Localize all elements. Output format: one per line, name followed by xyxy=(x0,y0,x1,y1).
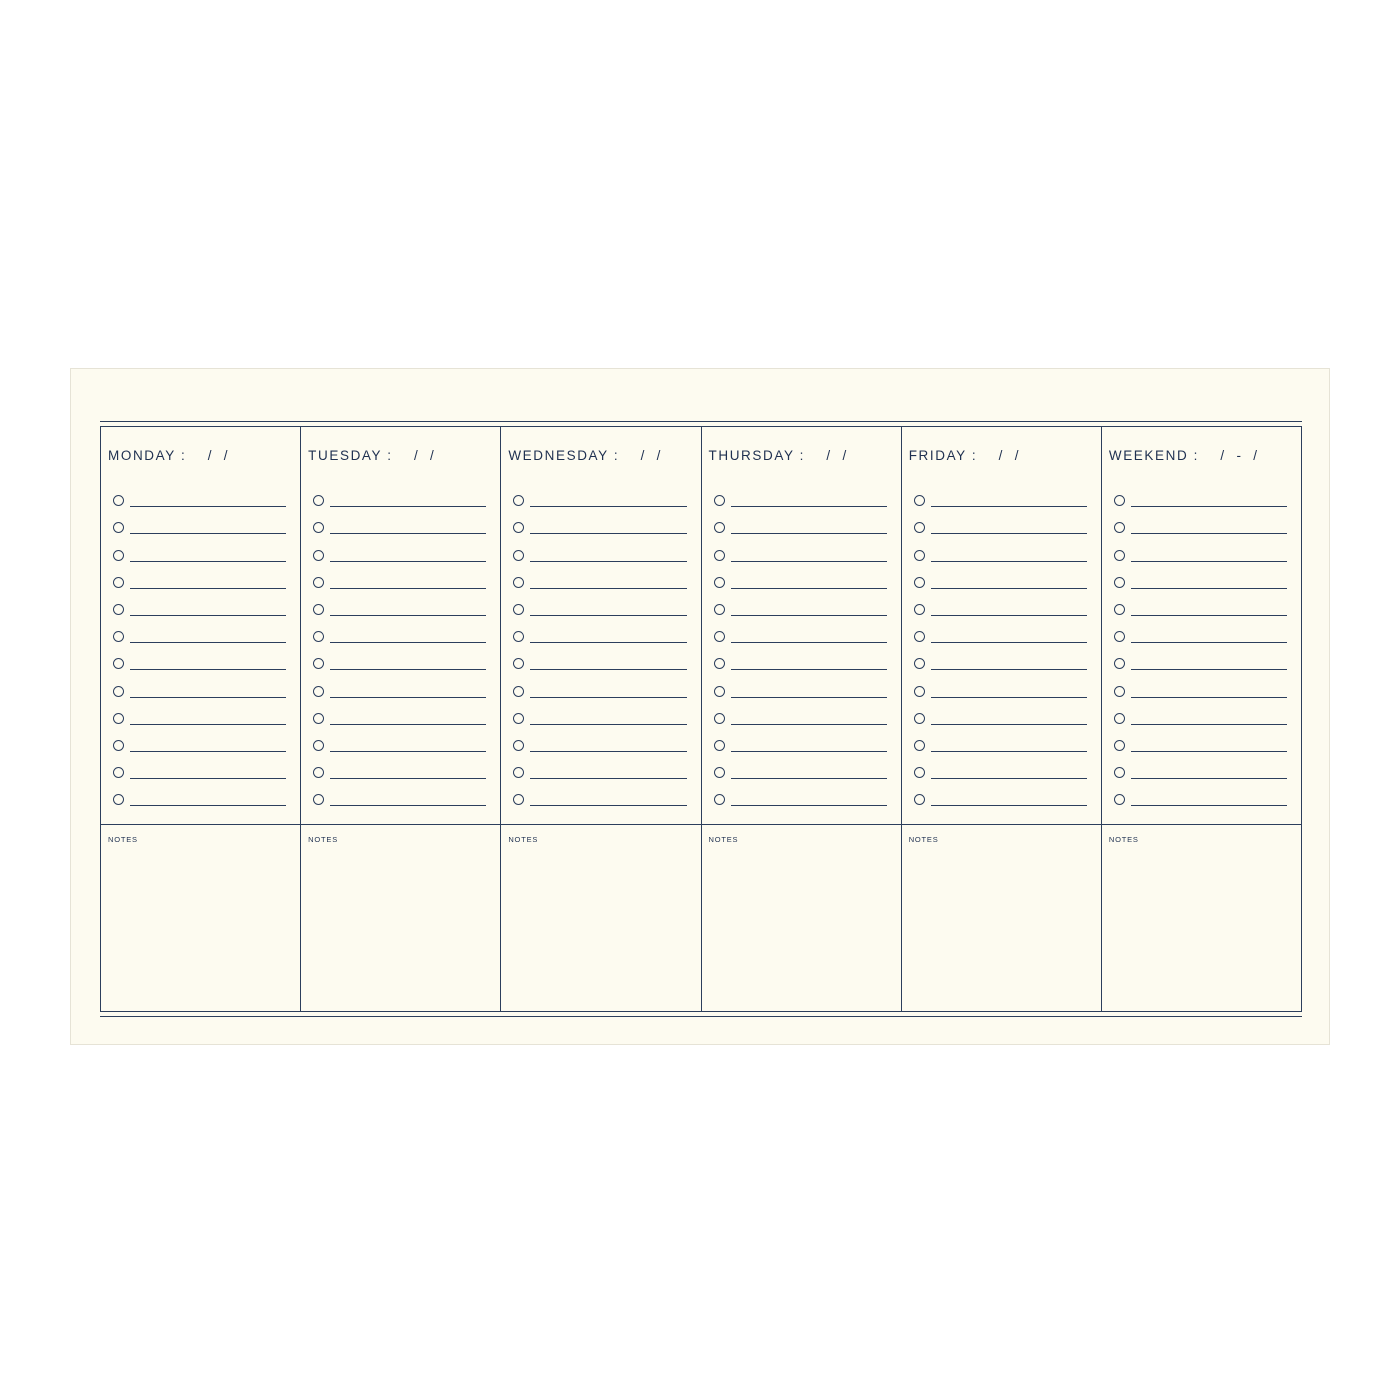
task-row xyxy=(714,647,887,674)
task-row xyxy=(714,756,887,783)
planner-sheet xyxy=(70,368,1330,1045)
checkbox-circle-icon xyxy=(513,794,524,805)
task-write-line xyxy=(530,750,686,752)
task-row xyxy=(513,729,686,756)
task-write-line xyxy=(330,641,486,643)
notes-label: NOTES xyxy=(908,835,939,844)
task-write-line xyxy=(530,804,686,806)
task-area xyxy=(501,427,700,825)
task-write-line xyxy=(731,560,887,562)
task-write-line xyxy=(1131,587,1287,589)
task-write-line xyxy=(931,668,1087,670)
task-write-line xyxy=(130,560,286,562)
task-write-line xyxy=(330,804,486,806)
task-write-line xyxy=(931,750,1087,752)
checkbox-circle-icon xyxy=(313,495,324,506)
task-row xyxy=(1114,593,1287,620)
day-header: WEEKEND : / - / xyxy=(1108,448,1259,463)
notes-label: NOTES xyxy=(708,835,739,844)
task-area xyxy=(702,427,901,825)
task-row xyxy=(513,593,686,620)
task-row xyxy=(313,593,486,620)
task-write-line xyxy=(530,723,686,725)
checkbox-circle-icon xyxy=(1114,522,1125,533)
task-write-line xyxy=(130,750,286,752)
checkbox-circle-icon xyxy=(113,631,124,642)
task-write-line xyxy=(330,505,486,507)
checkbox-circle-icon xyxy=(1114,686,1125,697)
task-area xyxy=(1102,427,1301,825)
task-write-line xyxy=(731,804,887,806)
task-row xyxy=(914,620,1087,647)
task-row xyxy=(1114,674,1287,701)
checkbox-circle-icon xyxy=(1114,713,1125,724)
task-write-line xyxy=(1131,750,1287,752)
checkbox-circle-icon xyxy=(113,577,124,588)
task-write-line xyxy=(1131,723,1287,725)
task-write-line xyxy=(330,696,486,698)
task-row xyxy=(714,783,887,810)
task-write-line xyxy=(731,696,887,698)
task-row xyxy=(113,783,286,810)
day-header: MONDAY : / / xyxy=(108,448,230,463)
checkbox-circle-icon xyxy=(1114,767,1125,778)
task-list xyxy=(513,484,686,810)
checkbox-circle-icon xyxy=(313,522,324,533)
checkbox-circle-icon xyxy=(313,713,324,724)
task-row xyxy=(914,566,1087,593)
task-row xyxy=(914,647,1087,674)
task-write-line xyxy=(731,777,887,779)
task-row xyxy=(313,647,486,674)
task-row xyxy=(1114,756,1287,783)
task-write-line xyxy=(530,532,686,534)
task-write-line xyxy=(1131,614,1287,616)
task-list xyxy=(714,484,887,810)
task-row xyxy=(313,783,486,810)
task-row xyxy=(1114,783,1287,810)
task-row xyxy=(113,593,286,620)
task-write-line xyxy=(330,723,486,725)
task-row xyxy=(313,511,486,538)
task-area xyxy=(902,427,1101,825)
task-write-line xyxy=(931,587,1087,589)
checkbox-circle-icon xyxy=(1114,495,1125,506)
task-row xyxy=(513,647,686,674)
task-write-line xyxy=(731,587,887,589)
task-row xyxy=(1114,729,1287,756)
task-row xyxy=(1114,484,1287,511)
task-write-line xyxy=(1131,804,1287,806)
notes-label: NOTES xyxy=(308,835,339,844)
task-write-line xyxy=(130,723,286,725)
task-row xyxy=(714,566,887,593)
task-row xyxy=(914,511,1087,538)
checkbox-circle-icon xyxy=(313,550,324,561)
task-row xyxy=(1114,566,1287,593)
task-write-line xyxy=(1131,641,1287,643)
checkbox-circle-icon xyxy=(914,550,925,561)
checkbox-circle-icon xyxy=(914,767,925,778)
checkbox-circle-icon xyxy=(714,794,725,805)
checkbox-circle-icon xyxy=(1114,604,1125,615)
task-row xyxy=(1114,647,1287,674)
checkbox-circle-icon xyxy=(513,577,524,588)
checkbox-circle-icon xyxy=(1114,577,1125,588)
task-row xyxy=(513,566,686,593)
task-write-line xyxy=(530,641,686,643)
task-row xyxy=(714,484,887,511)
task-list xyxy=(1114,484,1287,810)
task-row xyxy=(714,593,887,620)
task-row xyxy=(513,702,686,729)
task-list xyxy=(113,484,286,810)
checkbox-circle-icon xyxy=(914,686,925,697)
task-list xyxy=(914,484,1087,810)
task-row xyxy=(1114,702,1287,729)
task-row xyxy=(513,620,686,647)
notes-label: NOTES xyxy=(1108,835,1139,844)
task-write-line xyxy=(931,641,1087,643)
task-row xyxy=(714,702,887,729)
checkbox-circle-icon xyxy=(113,794,124,805)
task-row xyxy=(113,674,286,701)
task-write-line xyxy=(731,641,887,643)
task-write-line xyxy=(530,777,686,779)
task-write-line xyxy=(931,532,1087,534)
task-write-line xyxy=(130,641,286,643)
task-write-line xyxy=(330,750,486,752)
task-row xyxy=(714,620,887,647)
task-write-line xyxy=(130,777,286,779)
task-write-line xyxy=(731,723,887,725)
checkbox-circle-icon xyxy=(113,495,124,506)
task-write-line xyxy=(130,532,286,534)
task-write-line xyxy=(1131,532,1287,534)
task-row xyxy=(513,511,686,538)
task-row xyxy=(313,566,486,593)
task-write-line xyxy=(931,696,1087,698)
checkbox-circle-icon xyxy=(313,740,324,751)
checkbox-circle-icon xyxy=(714,550,725,561)
task-row xyxy=(113,702,286,729)
checkbox-circle-icon xyxy=(113,686,124,697)
checkbox-circle-icon xyxy=(1114,740,1125,751)
task-row xyxy=(313,756,486,783)
task-write-line xyxy=(130,614,286,616)
task-row xyxy=(313,484,486,511)
task-row xyxy=(914,756,1087,783)
task-row xyxy=(313,620,486,647)
day-header: TUESDAY : / / xyxy=(308,448,436,463)
task-write-line xyxy=(330,587,486,589)
task-row xyxy=(313,674,486,701)
checkbox-circle-icon xyxy=(914,604,925,615)
task-row xyxy=(513,538,686,565)
task-write-line xyxy=(330,560,486,562)
task-row xyxy=(513,783,686,810)
task-write-line xyxy=(1131,696,1287,698)
task-write-line xyxy=(530,505,686,507)
day-column-thursday xyxy=(702,427,902,1011)
task-write-line xyxy=(731,750,887,752)
checkbox-circle-icon xyxy=(714,577,725,588)
task-write-line xyxy=(931,614,1087,616)
task-write-line xyxy=(1131,777,1287,779)
task-write-line xyxy=(330,532,486,534)
checkbox-circle-icon xyxy=(313,604,324,615)
checkbox-circle-icon xyxy=(513,604,524,615)
task-write-line xyxy=(931,560,1087,562)
checkbox-circle-icon xyxy=(714,631,725,642)
task-row xyxy=(113,729,286,756)
task-row xyxy=(714,729,887,756)
task-row xyxy=(914,729,1087,756)
checkbox-circle-icon xyxy=(714,686,725,697)
task-write-line xyxy=(130,804,286,806)
planner-grid-frame xyxy=(100,421,1302,1017)
checkbox-circle-icon xyxy=(113,713,124,724)
task-write-line xyxy=(931,804,1087,806)
task-row xyxy=(914,783,1087,810)
checkbox-circle-icon xyxy=(714,604,725,615)
task-row xyxy=(914,674,1087,701)
checkbox-circle-icon xyxy=(113,767,124,778)
task-write-line xyxy=(731,505,887,507)
task-write-line xyxy=(130,668,286,670)
checkbox-circle-icon xyxy=(914,740,925,751)
checkbox-circle-icon xyxy=(914,522,925,533)
checkbox-circle-icon xyxy=(313,577,324,588)
checkbox-circle-icon xyxy=(513,522,524,533)
checkbox-circle-icon xyxy=(113,658,124,669)
task-write-line xyxy=(731,668,887,670)
task-row xyxy=(914,538,1087,565)
task-row xyxy=(513,756,686,783)
task-row xyxy=(914,484,1087,511)
task-write-line xyxy=(931,723,1087,725)
checkbox-circle-icon xyxy=(113,740,124,751)
checkbox-circle-icon xyxy=(914,577,925,588)
checkbox-circle-icon xyxy=(1114,794,1125,805)
task-write-line xyxy=(130,696,286,698)
day-header: WEDNESDAY : / / xyxy=(508,448,663,463)
task-row xyxy=(113,647,286,674)
checkbox-circle-icon xyxy=(914,713,925,724)
day-column-monday xyxy=(101,427,301,1011)
checkbox-circle-icon xyxy=(513,495,524,506)
task-write-line xyxy=(1131,668,1287,670)
task-row xyxy=(113,756,286,783)
checkbox-circle-icon xyxy=(513,740,524,751)
task-write-line xyxy=(731,532,887,534)
task-row xyxy=(714,511,887,538)
task-row xyxy=(1114,538,1287,565)
task-area xyxy=(301,427,500,825)
task-row xyxy=(914,702,1087,729)
task-row xyxy=(313,702,486,729)
task-row xyxy=(1114,511,1287,538)
day-column-wednesday xyxy=(501,427,701,1011)
task-write-line xyxy=(530,560,686,562)
task-row xyxy=(714,674,887,701)
day-column-tuesday xyxy=(301,427,501,1011)
checkbox-circle-icon xyxy=(714,713,725,724)
task-write-line xyxy=(130,587,286,589)
checkbox-circle-icon xyxy=(313,658,324,669)
task-write-line xyxy=(130,505,286,507)
day-header: FRIDAY : / / xyxy=(908,448,1021,463)
checkbox-circle-icon xyxy=(513,550,524,561)
planner-grid xyxy=(100,426,1302,1012)
task-list xyxy=(313,484,486,810)
checkbox-circle-icon xyxy=(113,604,124,615)
task-row xyxy=(914,593,1087,620)
checkbox-circle-icon xyxy=(1114,658,1125,669)
checkbox-circle-icon xyxy=(1114,631,1125,642)
task-row xyxy=(113,538,286,565)
checkbox-circle-icon xyxy=(714,740,725,751)
checkbox-circle-icon xyxy=(714,495,725,506)
task-row xyxy=(513,674,686,701)
task-row xyxy=(113,566,286,593)
checkbox-circle-icon xyxy=(313,794,324,805)
checkbox-circle-icon xyxy=(914,495,925,506)
task-row xyxy=(513,484,686,511)
checkbox-circle-icon xyxy=(513,686,524,697)
task-row xyxy=(313,538,486,565)
task-area xyxy=(101,427,300,825)
task-write-line xyxy=(530,668,686,670)
task-row xyxy=(113,620,286,647)
checkbox-circle-icon xyxy=(914,794,925,805)
task-row xyxy=(113,484,286,511)
task-write-line xyxy=(530,587,686,589)
checkbox-circle-icon xyxy=(714,767,725,778)
task-write-line xyxy=(1131,560,1287,562)
checkbox-circle-icon xyxy=(714,522,725,533)
checkbox-circle-icon xyxy=(513,713,524,724)
task-write-line xyxy=(1131,505,1287,507)
checkbox-circle-icon xyxy=(513,767,524,778)
task-write-line xyxy=(731,614,887,616)
checkbox-circle-icon xyxy=(113,550,124,561)
task-row xyxy=(113,511,286,538)
task-row xyxy=(313,729,486,756)
checkbox-circle-icon xyxy=(513,631,524,642)
checkbox-circle-icon xyxy=(714,658,725,669)
checkbox-circle-icon xyxy=(513,658,524,669)
day-header: THURSDAY : / / xyxy=(708,448,848,463)
task-write-line xyxy=(330,777,486,779)
checkbox-circle-icon xyxy=(313,767,324,778)
task-write-line xyxy=(931,777,1087,779)
checkbox-circle-icon xyxy=(1114,550,1125,561)
task-write-line xyxy=(530,696,686,698)
task-write-line xyxy=(330,668,486,670)
day-column-friday xyxy=(902,427,1102,1011)
checkbox-circle-icon xyxy=(313,631,324,642)
task-write-line xyxy=(931,505,1087,507)
checkbox-circle-icon xyxy=(914,658,925,669)
task-row xyxy=(1114,620,1287,647)
notes-label: NOTES xyxy=(108,835,138,844)
task-row xyxy=(714,538,887,565)
checkbox-circle-icon xyxy=(113,522,124,533)
task-write-line xyxy=(530,614,686,616)
checkbox-circle-icon xyxy=(914,631,925,642)
task-write-line xyxy=(330,614,486,616)
day-column-weekend xyxy=(1102,427,1301,1011)
checkbox-circle-icon xyxy=(313,686,324,697)
notes-label: NOTES xyxy=(508,835,539,844)
